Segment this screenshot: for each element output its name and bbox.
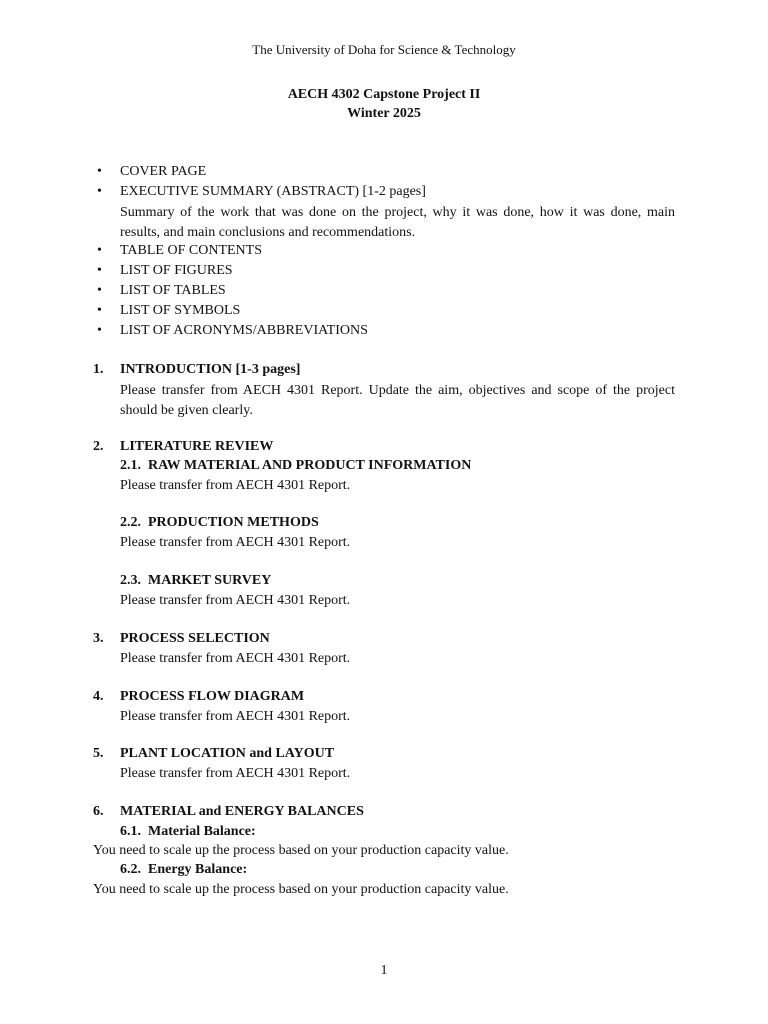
list-item: • LIST OF ACRONYMS/ABBREVIATIONS [97, 323, 368, 338]
subsection-title: PRODUCTION METHODS [148, 515, 319, 530]
subsection-number: 2.1. [120, 458, 141, 473]
list-item: • EXECUTIVE SUMMARY (ABSTRACT) [1-2 pages] [97, 184, 426, 199]
course-title: AECH 4302 Capstone Project II [287, 87, 481, 102]
section-title: PLANT LOCATION and LAYOUT [120, 746, 335, 761]
section-number: 3. [93, 631, 104, 646]
subsection-title: Material Balance: [148, 824, 256, 839]
bullet-icon: • [97, 323, 102, 338]
section-title: MATERIAL and ENERGY BALANCES [120, 804, 364, 819]
section-text: Please transfer from AECH 4301 Report. Update the aim, objectives and scope of the project should be given clearly. [120, 383, 675, 418]
section-title: PROCESS FLOW DIAGRAM [120, 689, 305, 704]
section-title: LITERATURE REVIEW [120, 439, 274, 454]
section-text: Please transfer from AECH 4301 Report. [120, 651, 351, 666]
bullet-icon: • [97, 283, 102, 298]
list-item: • LIST OF SYMBOLS [97, 303, 241, 318]
exec-summary-description: Summary of the work that was done on the project, why it was done, how it was done, main results, and main conclusions and recommendations. [120, 205, 675, 240]
subsection-text: Please transfer from AECH 4301 Report. [120, 535, 351, 550]
bullet-icon: • [97, 184, 102, 199]
list-item: • LIST OF FIGURES [97, 263, 233, 278]
subsection-text: You need to scale up the process based on your production capacity value. [93, 882, 509, 897]
bullet-icon: • [97, 243, 102, 258]
subsection-title: RAW MATERIAL AND PRODUCT INFORMATION [148, 458, 472, 473]
institution-header: The University of Doha for Science & Technology [252, 42, 516, 57]
page-number: 1 [380, 963, 388, 978]
subsection-title: Energy Balance: [148, 862, 248, 877]
bullet-icon: • [97, 263, 102, 278]
section-text: Please transfer from AECH 4301 Report. [120, 709, 351, 724]
subsection-text: You need to scale up the process based on your production capacity value. [93, 843, 509, 858]
section-title: INTRODUCTION [1-3 pages] [120, 362, 301, 377]
bullet-icon: • [97, 303, 102, 318]
section-number: 1. [93, 362, 104, 377]
list-item: • LIST OF TABLES [97, 283, 226, 298]
subsection-number: 6.1. [120, 824, 141, 839]
section-number: 5. [93, 746, 104, 761]
term-title: Winter 2025 [347, 106, 421, 121]
section-title: PROCESS SELECTION [120, 631, 270, 646]
section-number: 6. [93, 804, 104, 819]
bullet-icon: • [97, 164, 102, 179]
list-item: • COVER PAGE [97, 164, 207, 179]
subsection-number: 2.3. [120, 573, 141, 588]
subsection-number: 6.2. [120, 862, 141, 877]
subsection-title: MARKET SURVEY [148, 573, 272, 588]
subsection-text: Please transfer from AECH 4301 Report. [120, 593, 351, 608]
subsection-text: Please transfer from AECH 4301 Report. [120, 478, 351, 493]
section-text: Please transfer from AECH 4301 Report. [120, 766, 351, 781]
subsection-number: 2.2. [120, 515, 141, 530]
section-number: 2. [93, 439, 104, 454]
list-item: • TABLE OF CONTENTS [97, 243, 262, 258]
section-number: 4. [93, 689, 104, 704]
